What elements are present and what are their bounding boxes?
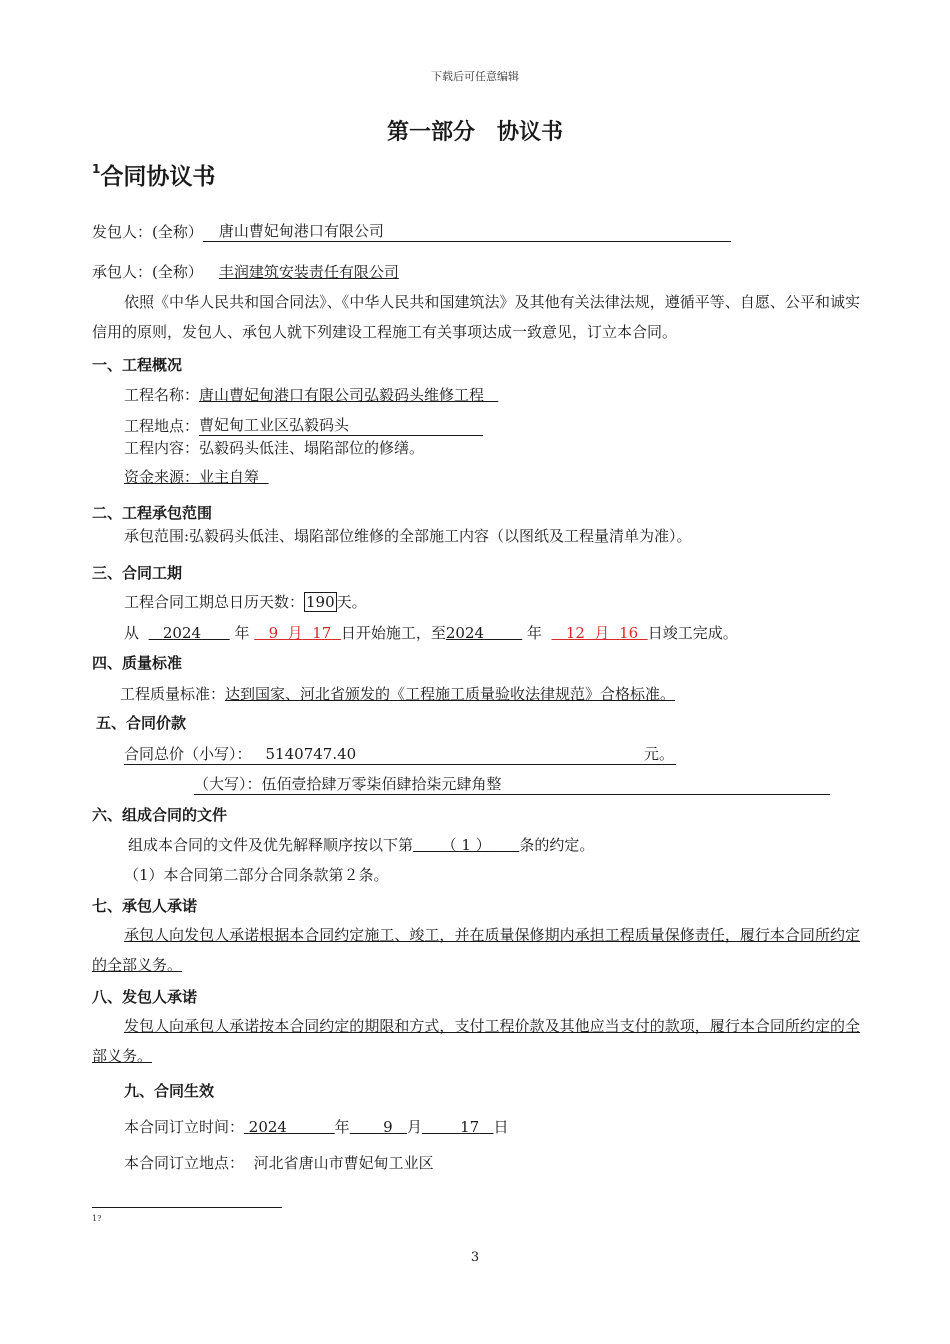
- price-big-label: （大写）：: [194, 775, 262, 793]
- document-title-text: 合同协议书: [100, 164, 216, 190]
- end-month: [552, 624, 648, 642]
- start-year: [149, 624, 230, 642]
- intro-paragraph: 依照《中华人民共和国合同法》、《中华人民共和国建筑法》及其他有关法律法规，遵循平等、自愿、公平和诚实信用的原则，发包人、承包人就下列建设工程施工有关事项达成一致意见，订立本合同。: [92, 293, 860, 341]
- price-big-line: [194, 773, 830, 795]
- fund-source-text: 资金来源：业主自筹: [124, 468, 260, 486]
- start-text: 日开始施工，至: [340, 624, 446, 642]
- end-year: [446, 624, 522, 642]
- price-small-value: 5140747.40: [265, 745, 357, 763]
- project-name-label: 工程名称：: [124, 386, 200, 404]
- project-site-line: [124, 414, 483, 436]
- employer-value: 唐山曹妃甸港口有限公司: [218, 222, 384, 240]
- schedule-line: [124, 622, 738, 643]
- quality-line: [120, 683, 675, 704]
- start-year-text: 2024: [162, 624, 202, 642]
- start-month: [254, 624, 341, 642]
- section-2-title: 二、工程承包范围: [92, 504, 213, 522]
- end-day-text: 16: [619, 624, 639, 642]
- start-month-unit: 月: [287, 624, 303, 642]
- from-label: 从: [124, 624, 140, 642]
- sign-month-text: 9: [383, 1118, 393, 1136]
- sign-year-unit: 年: [334, 1118, 350, 1136]
- sign-day-unit: 日: [493, 1118, 509, 1136]
- duration-line: [124, 591, 367, 612]
- project-name-value: [199, 386, 498, 404]
- price-big-field: [194, 773, 830, 795]
- project-site-field: [199, 414, 483, 436]
- section-8-title: 八、发包人承诺: [92, 988, 198, 1006]
- section-6-title: 六、组成合同的文件: [92, 806, 228, 824]
- sign-month: [350, 1118, 407, 1136]
- duration-label: 工程合同工期总日历天数：: [124, 593, 305, 611]
- documents-line: [128, 834, 594, 855]
- documents-item-1: （1）本合同第二部分合同条款第２条。: [124, 866, 389, 884]
- documents-number-text: （ 1 ）: [441, 836, 491, 854]
- footnote-separator: [92, 1207, 282, 1208]
- document-title: [92, 158, 215, 191]
- footnote-text: 1?: [92, 1214, 102, 1223]
- documents-number: [413, 836, 519, 854]
- page-header: 下载后可任意编辑: [431, 70, 519, 83]
- sign-place-label: 本合同订立地点：: [124, 1154, 245, 1172]
- start-day-text: 17: [312, 624, 332, 642]
- fund-source: [124, 466, 269, 487]
- price-small-unit: 元。: [644, 745, 675, 763]
- end-month-text: 12: [565, 624, 585, 642]
- section-3-title: 三、合同工期: [92, 564, 183, 582]
- contractor-label: 承包人：(全称）: [92, 263, 203, 281]
- employer-commitment: 发包人向承包人承诺按本合同约定的期限和方式，支付工程价款及其他应当支付的款项，履行本合同所约定的全部义务。: [92, 1017, 860, 1065]
- sign-time-line: [124, 1116, 509, 1137]
- sign-day: [422, 1118, 494, 1136]
- employer-label: 发包人：(全称）: [92, 223, 203, 241]
- sign-place-value: 河北省唐山市曹妃甸工业区: [253, 1154, 434, 1172]
- sign-place-line: [124, 1152, 434, 1173]
- price-small-line: [124, 743, 676, 765]
- sign-time-label: 本合同订立时间：: [124, 1118, 245, 1136]
- quality-value: 达到国家、河北省颁发的《工程施工质量验收法律规范》合格标准。: [225, 685, 676, 703]
- contractor-value: 丰润建筑安装责任有限公司: [218, 263, 399, 281]
- scope-text: 承包范围:弘毅码头低洼、塌陷部位维修的全部施工内容（以图纸及工程量清单为准）。: [124, 527, 692, 545]
- documents-post: 条的约定。: [519, 836, 595, 854]
- sign-year: [244, 1118, 335, 1136]
- section-7-title: 七、承包人承诺: [92, 897, 198, 915]
- documents-pre: 组成本合同的文件及优先解释顺序按以下第: [128, 836, 414, 854]
- duration-days: 190: [306, 593, 335, 611]
- end-year-label: 年: [527, 624, 543, 642]
- end-month-unit: 月: [594, 624, 610, 642]
- project-site-value: 曹妃甸工业区弘毅码头: [199, 416, 350, 434]
- project-name-line: [124, 384, 498, 405]
- year-label: 年: [234, 624, 250, 642]
- footnote-mark: 1: [92, 162, 101, 177]
- price-big-value: 伍佰壹拾肆万零柒佰肆拾柒元肆角整: [261, 775, 502, 793]
- part-title: 第一部分 协议书: [386, 120, 563, 145]
- sign-month-unit: 月: [406, 1118, 422, 1136]
- project-content: 工程内容：弘毅码头低洼、塌陷部位的修缮。: [124, 439, 425, 457]
- project-name-text: 唐山曹妃甸港口有限公司弘毅码头维修工程: [199, 386, 485, 404]
- end-text: 日竣工完成。: [647, 624, 738, 642]
- contractor-commitment: 承包人向发包人承诺根据本合同约定施工、竣工，并在质量保修期内承担工程质量保修责任，履行本合同所约定的全部义务。: [92, 926, 860, 974]
- quality-label: 工程质量标准：: [120, 685, 226, 703]
- section-1-title: 一、工程概况: [92, 356, 183, 374]
- contractor-line: [92, 261, 399, 282]
- project-site-label: 工程地点：: [124, 417, 200, 435]
- section-4-title: 四、质量标准: [92, 654, 183, 672]
- start-month-text: 9: [268, 624, 279, 642]
- price-small-field: [124, 743, 676, 765]
- employer-line: [92, 220, 731, 242]
- price-small-label: 合同总价（小写）：: [124, 745, 252, 763]
- section-9-title: 九、合同生效: [124, 1082, 215, 1100]
- employer-field: [203, 220, 731, 242]
- duration-unit: 天。: [336, 593, 367, 611]
- end-year-text: 2024: [445, 624, 485, 642]
- section-5-title: 五、合同价款: [96, 714, 187, 732]
- sign-day-text: 17: [460, 1118, 480, 1136]
- sign-year-text: 2024: [248, 1118, 287, 1136]
- page-number: 3: [470, 1250, 480, 1265]
